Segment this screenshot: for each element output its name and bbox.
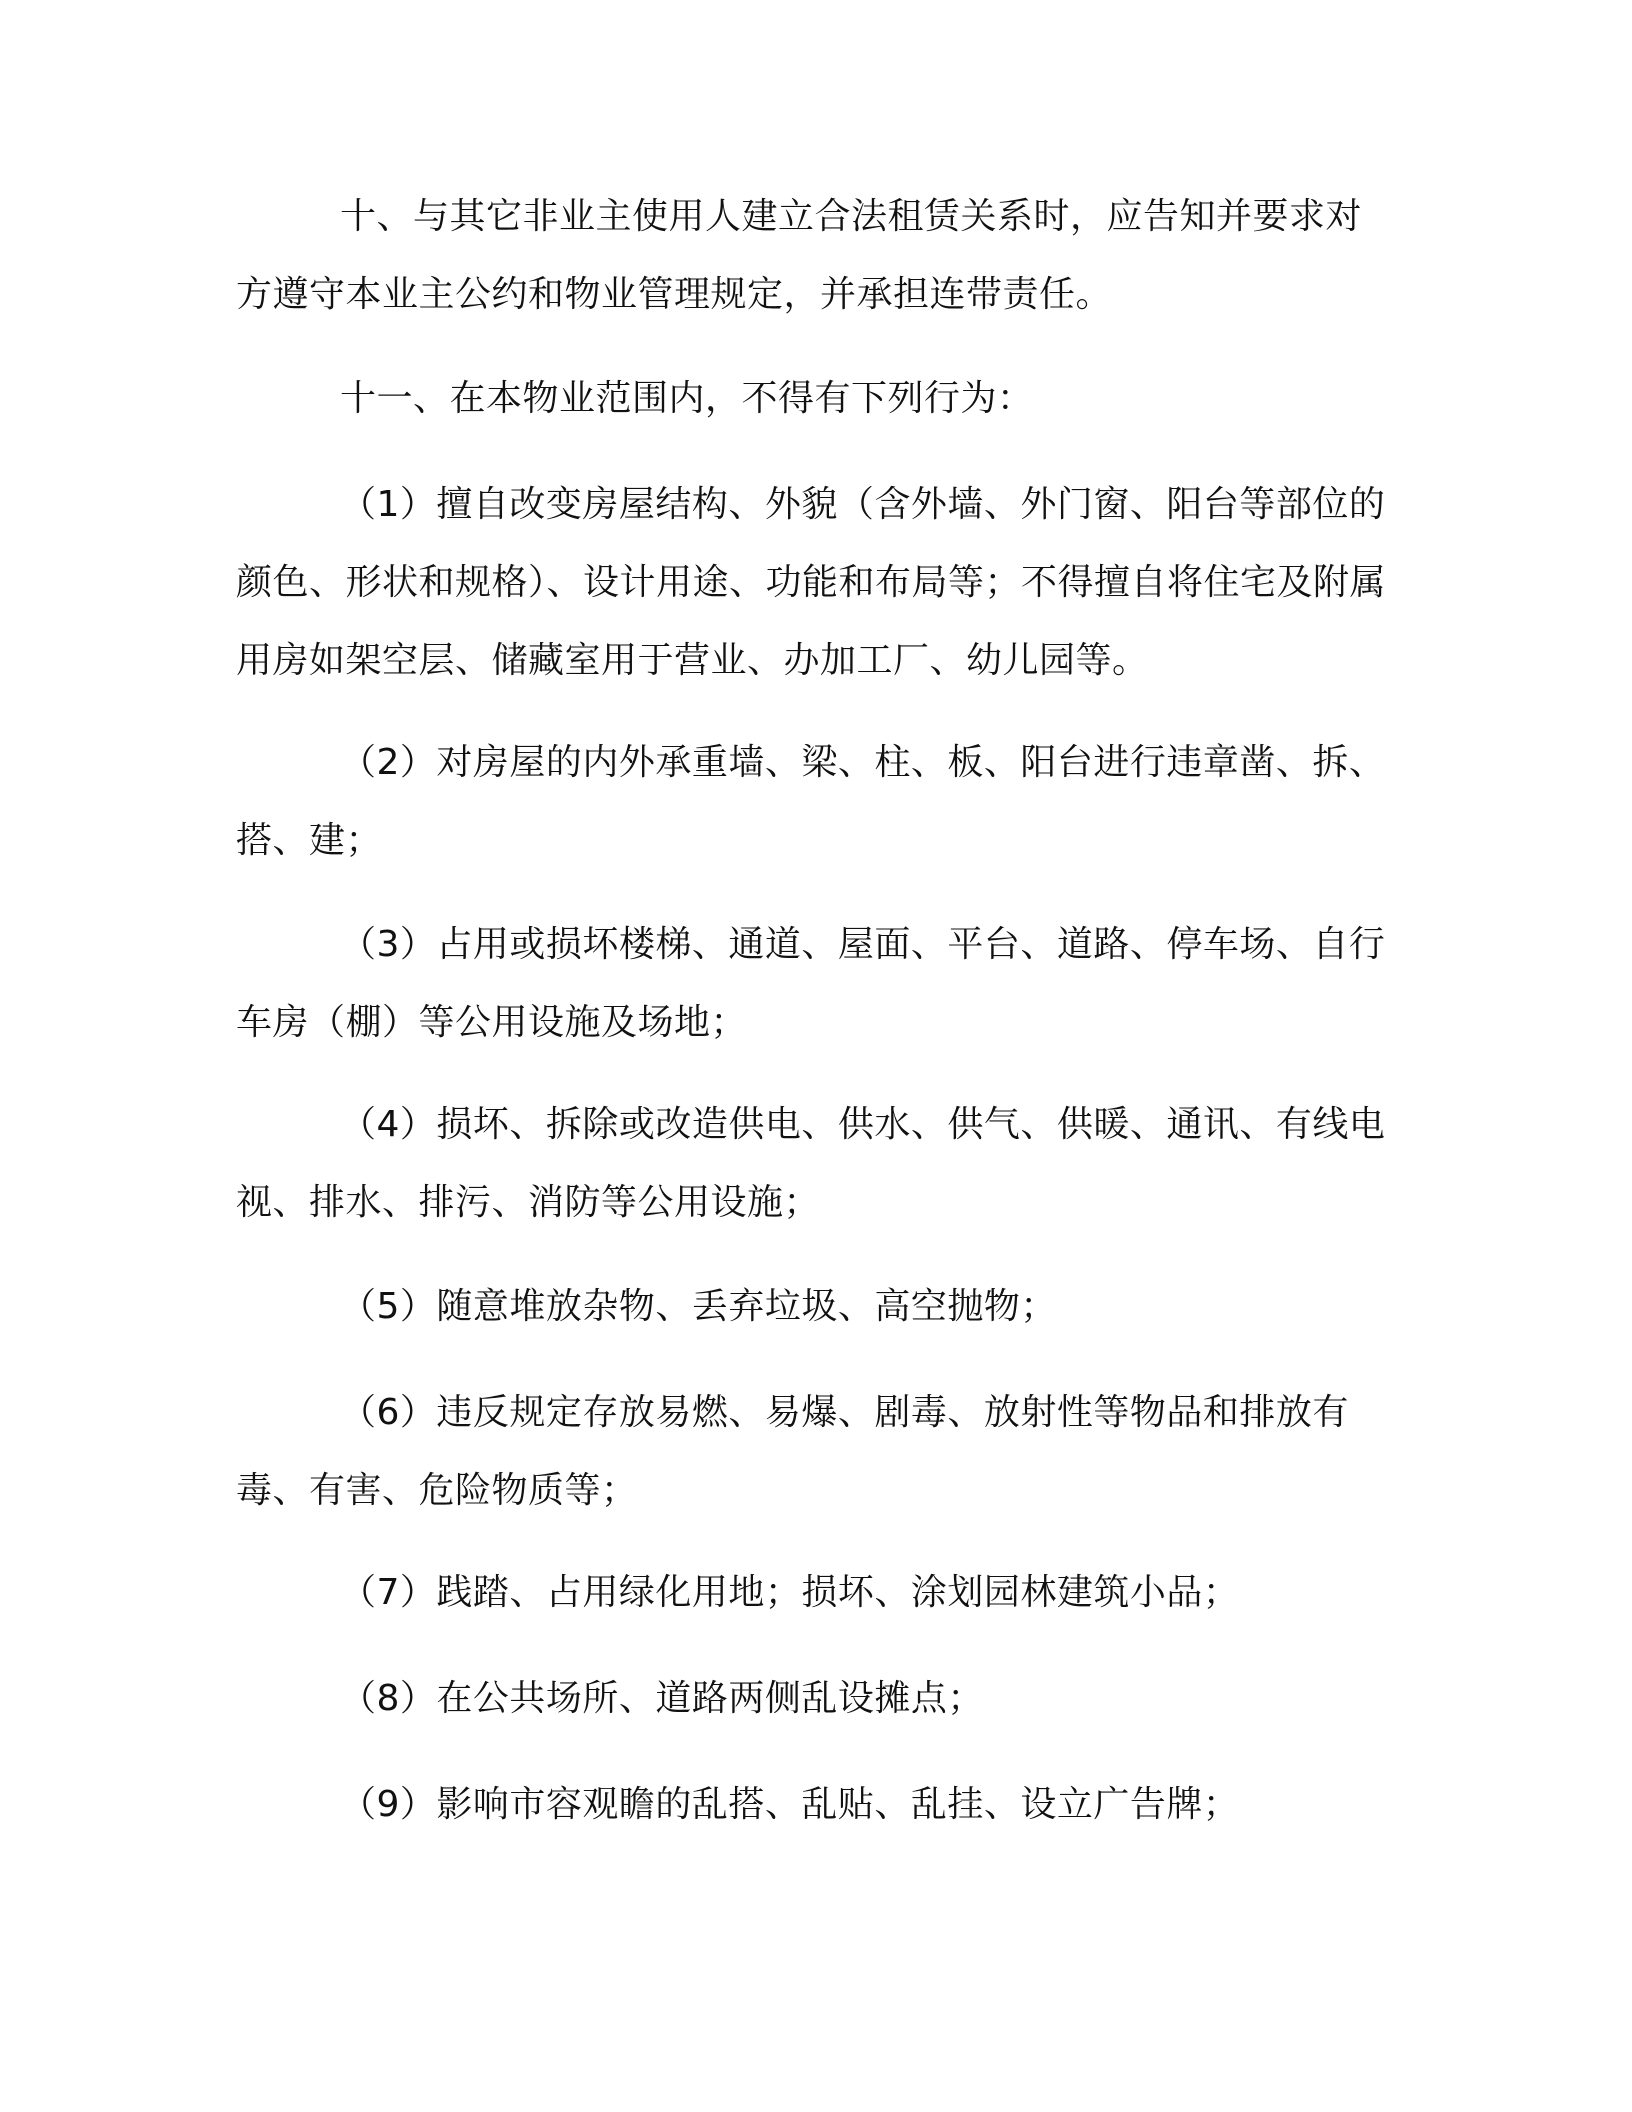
list-item-9: （9）影响市容观瞻的乱搭、乱贴、乱挂、设立广告牌； xyxy=(340,1784,1240,1825)
list-item-5: （5）随意堆放杂物、丢弃垃圾、高空抛物； xyxy=(340,1286,1057,1327)
paragraph-article-10: 十、与其它非业主使用人建立合法租赁关系时，应告知并要求对方遵守本业主公约和物业管理规定，并承担连带责任。 xyxy=(236,196,1363,315)
list-item-6: （6）违反规定存放易燃、易爆、剧毒、放射性等物品和排放有毒、有害、危险物质等； xyxy=(236,1392,1349,1511)
list-item-3: （3）占用或损坏楼梯、通道、屋面、平台、道路、停车场、自行车房（棚）等公用设施及场地； xyxy=(236,924,1386,1043)
list-item-7: （7）践踏、占用绿化用地；损坏、涂划园林建筑小品； xyxy=(340,1572,1240,1613)
list-item-4: （4）损坏、拆除或改造供电、供水、供气、供暖、通讯、有线电视、排水、排污、消防等公用设施； xyxy=(236,1104,1386,1223)
list-item-1: （1）擅自改变房屋结构、外貌（含外墙、外门窗、阳台等部位的颜色、形状和规格）、设计用途、功能和布局等；不得擅自将住宅及附属用房如架空层、储藏室用于营业、办加工厂、幼儿园等。 xyxy=(236,484,1387,681)
list-item-2: （2）对房屋的内外承重墙、梁、柱、板、阳台进行违章凿、拆、搭、建； xyxy=(236,742,1386,861)
paragraph-article-11: 十一、在本物业范围内，不得有下列行为： xyxy=(340,378,1034,419)
list-item-8: （8）在公共场所、道路两侧乱设摊点； xyxy=(340,1678,984,1719)
